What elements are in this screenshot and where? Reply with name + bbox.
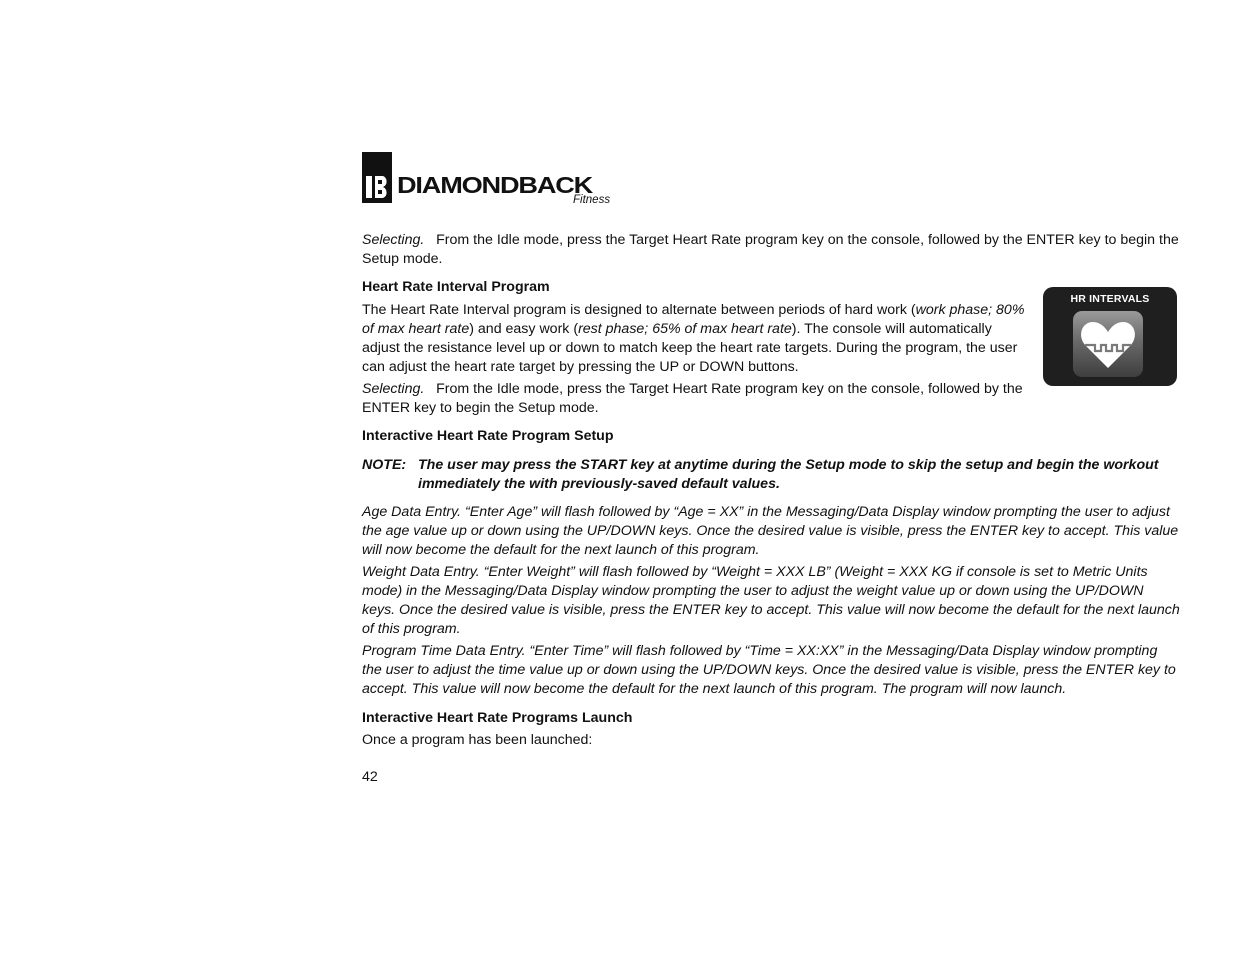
intro-text: From the Idle mode, press the Target Heart Rate program key on the console, followed by the ENTER key to begin the Setup mode. [362, 232, 1179, 267]
hr-intervals-label: HR INTERVALS [1070, 293, 1150, 305]
note-text: The user may press the START key at anytime during the Setup mode to skip the setup and begin the workout immediately the with previously-saved default values. [418, 457, 1159, 492]
work-phase-text: work phase; 80% of max heart rate [362, 302, 1025, 337]
hr-interval-selecting [362, 380, 1030, 418]
desc-part: The Heart Rate Interval program is designed to alternate between periods of hard work ( [362, 302, 916, 318]
intro-paragraph [362, 231, 1180, 269]
rest-phase-text: rest phase; 65% of max heart rate [578, 321, 792, 337]
note-label: NOTE: [362, 457, 407, 473]
logo-wordmark: DIAMONDBACK [397, 172, 593, 198]
heading-launch: Interactive Heart Rate Programs Launch [362, 710, 633, 726]
diamondback-logo [362, 152, 622, 212]
selecting-text: From the Idle mode, press the Target Heart Rate program key on the console, followed by the ENTER key to begin the Setup mode. [362, 381, 1023, 416]
heading-setup: Interactive Heart Rate Program Setup [362, 428, 614, 444]
diamondback-logo-mark [362, 152, 392, 203]
heart-interval-icon [1073, 311, 1143, 377]
hr-interval-description [362, 301, 1030, 377]
time-entry-paragraph: Program Time Data Entry. “Enter Time” will flash followed by “Time = XX:XX” in the Messaging/Data Display window prompting the user to adjust the time value up or down using the UP/DOWN keys. Once the desired value is visible, press the ENTER key to accept. This value will now become the default for the next launch of this program. The program will now launch. [362, 643, 1176, 697]
hr-intervals-tile [1073, 311, 1143, 377]
hr-intervals-button-image [1043, 287, 1177, 386]
heading-hr-interval: Heart Rate Interval Program [362, 279, 550, 295]
selecting-lead: Selecting. [362, 381, 425, 397]
page-number: 42 [362, 769, 378, 785]
launch-text: Once a program has been launched: [362, 732, 593, 748]
weight-entry-paragraph: Weight Data Entry. “Enter Weight” will flash followed by “Weight = XXX LB” (Weight = XXX KG if console is set to Metric Units mode) in the Messaging/Data Display window prompting the user to adjust the weight value up or down using the UP/DOWN keys. Once the desired value is visible, press the ENTER key to accept. This value will now become the default for the next launch of this program. [362, 564, 1180, 637]
age-entry-paragraph: Age Data Entry. “Enter Age” will flash followed by “Age = XX” in the Messaging/Data Display window prompting the user to adjust the age value up or down using the UP/DOWN keys. Once the desired value is visible, press the ENTER key to accept. This value will now become the default for the next launch of this program. [362, 504, 1179, 558]
logo-subtitle: Fitness [573, 194, 611, 206]
desc-part: ). The console will automatically adjust the resistance level up or down to match keep the heart rate targets. During the program, the user can adjust the heart rate target by pressing the UP or DOWN buttons. [362, 321, 1018, 375]
desc-part: ) and easy work ( [469, 321, 579, 337]
intro-lead: Selecting. [362, 232, 425, 248]
